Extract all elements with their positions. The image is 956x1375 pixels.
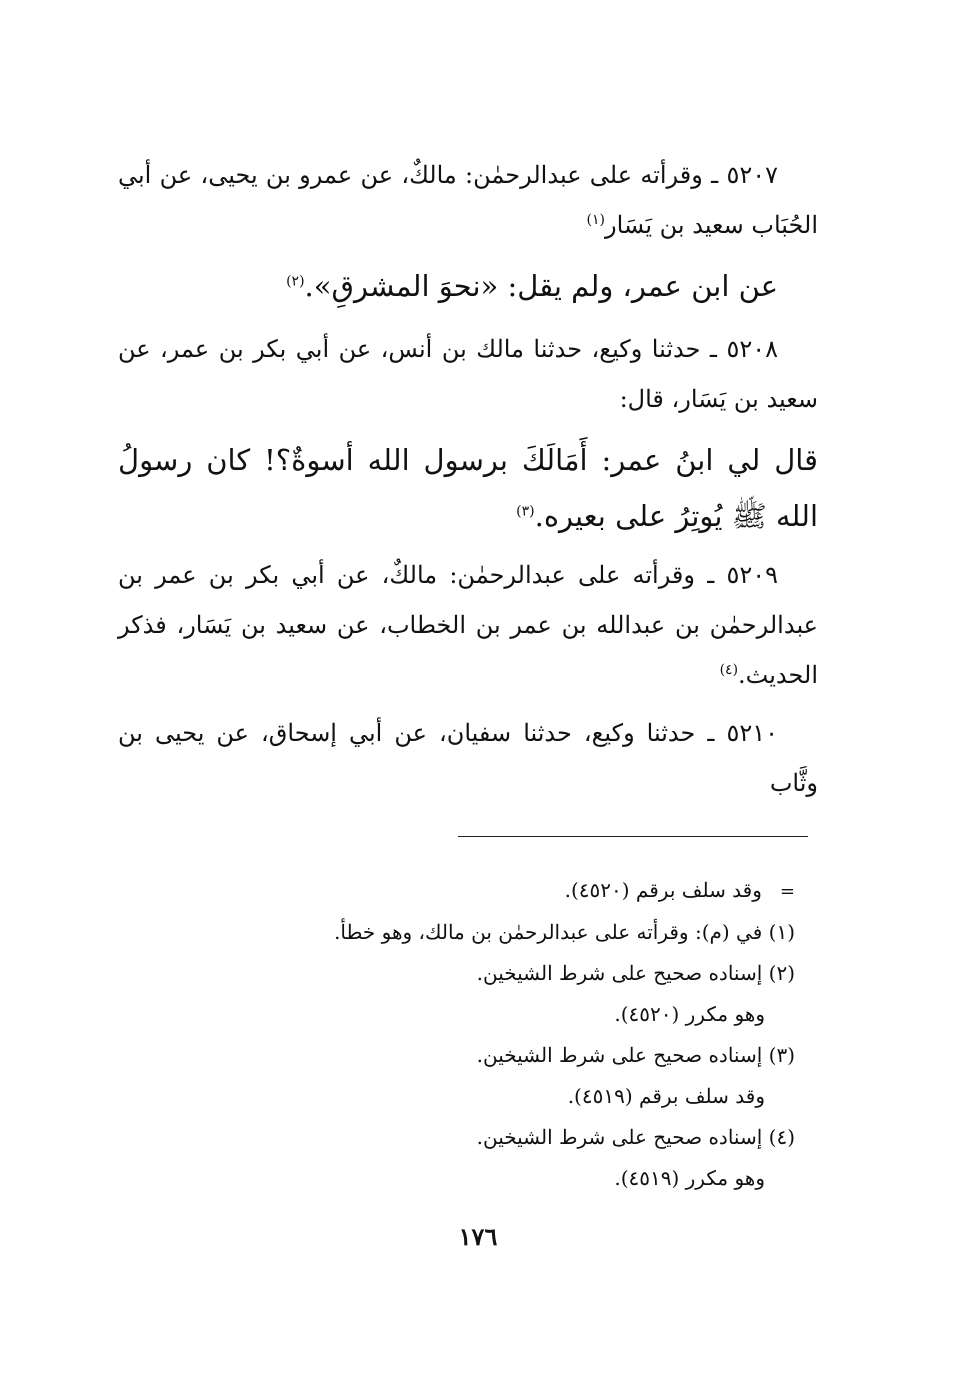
hadith-5209 (118, 550, 818, 700)
footnotes (200, 870, 795, 1199)
footnote-1: (١) في (م): وقرأته على عبدالرحمٰن بن مالك، وهو خطأ. (334, 920, 795, 944)
hadith-5210-text: ٥٢١٠ ـ حدثنا وكيع، حدثنا سفيان، عن أبي إسحاق، عن يحيى بن وثَّاب (118, 719, 818, 797)
footnote-3-note: وقد سلف برقم (٤٥١٩). (567, 1084, 765, 1108)
footnote-3: (٣) إسناده صحيح على شرط الشيخين. (476, 1043, 795, 1067)
hadith-5210 (118, 708, 818, 808)
footnote-continuation (200, 870, 795, 912)
footnote-ref-2[interactable]: (٢) (286, 273, 305, 290)
hadith-5208-text: ٥٢٠٨ ـ حدثنا وكيع، حدثنا مالك بن أنس، عن أبي بكر بن عمر، عن سعيد بن يَسَار، قال: (118, 335, 818, 413)
footnote-divider (458, 836, 808, 837)
footnote-ref-3[interactable]: (٣) (516, 503, 535, 520)
continuation-mark: = (779, 881, 795, 902)
page-number: ١٧٦ (458, 1222, 498, 1251)
hadith-5208-matn (118, 432, 818, 544)
hadith-5207 (118, 150, 818, 250)
hadith-5207-text: ٥٢٠٧ ـ وقرأته على عبدالرحمٰن: مالكٌ، عن عمرو بن يحيى، عن أبي الحُبَاب سعيد بن يَسَار (118, 161, 818, 239)
hadith-5208-matn-text: قال لي ابنُ عمر: أَمَالَكَ برسول الله أسوةٌ؟! كان رسولُ الله ﷺ يُوتِرُ على بعيره. (118, 443, 818, 533)
hadith-5209-text: ٥٢٠٩ ـ وقرأته على عبدالرحمٰن: مالكٌ، عن أبي بكر بن عمر بن عبدالرحمٰن بن عبدالله بن عمر بن الخطاب، عن سعيد بن يَسَار، فذكر الحديث. (118, 561, 819, 689)
footnote-ref-1[interactable]: (١) (586, 212, 606, 228)
footnote-4: (٤) إسناده صحيح على شرط الشيخين. (476, 1125, 795, 1149)
main-text (118, 150, 818, 816)
hadith-5207-matn (118, 258, 818, 314)
footnote-ref-4[interactable]: (٤) (719, 662, 739, 678)
footnote-2-note: وهو مكرر (٤٥٢٠). (614, 1002, 765, 1026)
footnote-continuation-text: وقد سلف برقم (٤٥٢٠). (564, 878, 762, 902)
footnote-2: (٢) إسناده صحيح على شرط الشيخين. (476, 961, 795, 985)
hadith-5207-matn-text: عن ابن عمر، ولم يقل: «نحوَ المشرقِ». (304, 269, 778, 303)
hadith-5208 (118, 324, 818, 424)
footnote-4-note: وهو مكرر (٤٥١٩). (614, 1166, 765, 1190)
